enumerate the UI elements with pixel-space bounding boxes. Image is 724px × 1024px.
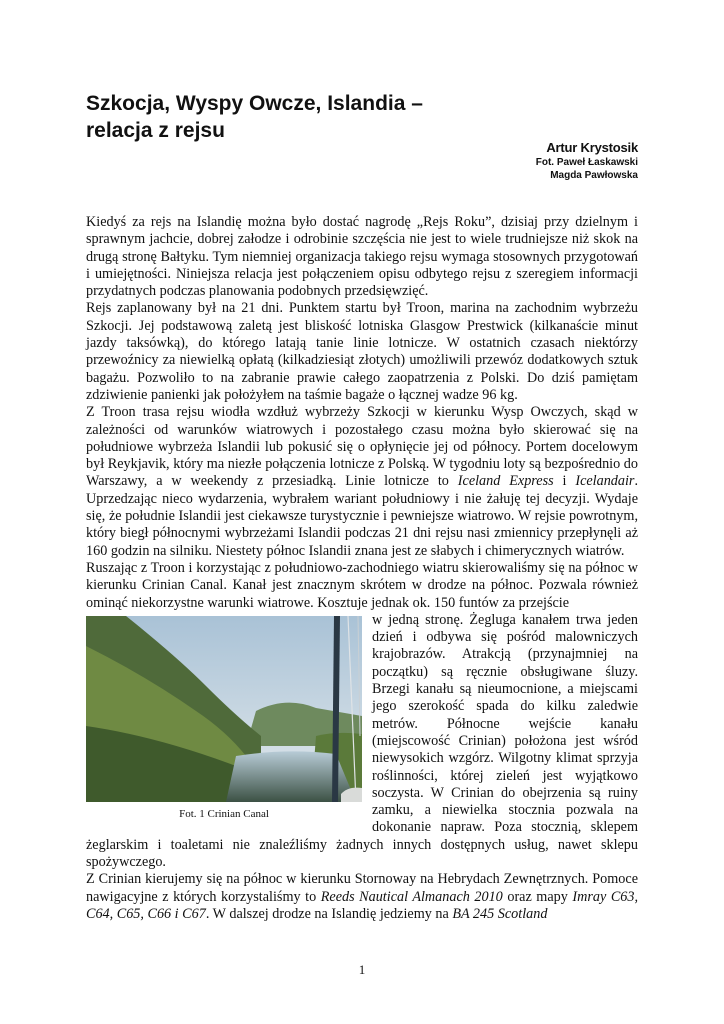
paragraph-3-text-b: . Uprzedzając nieco wydarzenia, wybrałem wariant południowy i nie żałuję tej decyzji. Wydaje się, że południe Islandii jest ciekawsze turystycznie i pewniejsze wiatrowo. W rejsie powrotnym, który biegł północnymi wybrzeżami Islandii podczas 21 dni rejsu nasi zmiennicy przepłynęli aż 160 godzin na silniku. Niestety północ Islandii znana jest ze słabych i chimerycznych wiatrów. xyxy=(86,473,639,559)
paragraph-5-text-a: Z Crinian kierujemy się na północ w kierunku Stornoway na Hebrydach Zewnętrznych. Pomoce nawigacyjne z których korzystaliśmy to xyxy=(86,871,638,905)
article-title xyxy=(86,90,646,144)
almanac-title: Reeds Nautical Almanach 2010 xyxy=(320,888,503,905)
chart-name: BA 245 Scotland xyxy=(452,905,548,922)
paragraph-5-text-c: . W dalszej drodze na Islandię jedziemy na xyxy=(205,905,449,922)
page-number: 1 xyxy=(358,962,366,977)
paragraph-3-text-a: Z Troon trasa rejsu wiodła wzdłuż wybrzeży Szkocji w kierunku Wysp Owczych, skąd w zależności od warunków wiatrowych i pozostałego czasu można było skierować się na południowe wybrzeża Islandii lub pokusić się o opłynięcie jej od północy. Portem docelowym był Reykjavik, który ma niezłe połączenia lotnicze z Polską. W tygodniu loty są bezpośrednio do Warszawy, a w weekendy z przesiadką. Linie lotnicze to xyxy=(86,404,638,490)
photo-credit-2: Magda Pawłowska xyxy=(550,170,638,181)
title-line-1: Szkocja, Wyspy Owcze, Islandia – xyxy=(86,92,423,115)
paragraph-5-text-b: oraz mapy xyxy=(507,888,568,905)
photo-credit-1: Fot. Paweł Łaskawski xyxy=(535,157,638,168)
conjunction: i xyxy=(562,473,567,490)
airline-name: Iceland Express xyxy=(457,473,554,490)
canal-photo xyxy=(86,616,362,802)
airline-name: Icelandair xyxy=(575,473,635,490)
map-list: Imray C63, C64, C65, C66 i C67 xyxy=(86,888,639,922)
paragraph-5 xyxy=(86,871,638,923)
byline xyxy=(536,140,638,182)
figure xyxy=(86,616,362,830)
figure-caption: Fot. 1 Crinian Canal xyxy=(179,807,269,820)
paragraph-2: Rejs zaplanowany był na 21 dni. Punktem startu był Troon, marina na zachodnim wybrzeżu Szkocji. Jej podstawową zaletą jest bliskość lotniska Glasgow Prestwick (kilkanaście minut jazdy taksówką), do którego latają tanie linie lotnicze. W ostatnich czasach niektórzy przewoźnicy za niewielką opłatą (kilkadziesiąt złotych) umożliwili przewóz dodatkowych sztuk bagażu. Pozwoliło to na zabranie prawie całego zaopatrzenia z Polski. Do dziś pamiętam zdziwienie panienki jak położyłem na taśmie bagaże o łącznej wadze 96 kg. xyxy=(86,300,638,403)
paragraph-1: Kiedyś za rejs na Islandię można było dostać nagrodę „Rejs Roku”, dzisiaj przy dzielnym i sprawnym jachcie, dobrej załodze i odrobinie szczęścia nie jest to wiele trudniejsze niż skok na drugą stronę Bałtyku. Tym niemniej organizacja takiego rejsu wymaga stosownych przygotowań i umiejętności. Niniejsza relacja jest połączeniem opisu odbytego rejsu z szeregiem informacji przydatnych podczas planowania podobnych przedsięwzięć. xyxy=(86,214,638,300)
paragraph-3 xyxy=(86,404,638,560)
author-name: Artur Krystosik xyxy=(546,140,638,155)
article-body xyxy=(86,214,638,923)
paragraph-4-wrap: w jedną stronę. Żegluga kanałem trwa jeden dzień i odbywa się pośród malowniczych krajobrazów. Atrakcją (przynajmniej na początku) są ręcznie obsługiwane śluzy. Brzegi kanału są nieumocnione, a miejscami jego szerokość spada do kilku zaledwie metrów. Północne wejście kanału (miejscowość Crinian) położona jest wśród niewysokich wzgórz. Wilgotny klimat sprzyja roślinności, której zieleń jest wyjątkowo soczysta. W Crinian do obejrzenia są ruiny zamku, a niewielka stocznia pozwala na dokonanie napraw. Poza stocznią, sklepem żeglarskim i toaletami nie znaleźliśmy żadnych innych dostępnych usług, nawet sklepu spożywczego. xyxy=(86,611,638,870)
paragraph-4-intro: Ruszając z Troon i korzystając z południowo-zachodniego wiatru skierowaliśmy się na północ w kierunku Crinian Canal. Kanał jest znacznym skrótem w drodze na północ. Pozwala również ominąć niekorzystne warunki wiatrowe. Kosztuje jednak ok. 150 funtów za przejście xyxy=(86,559,638,611)
title-line-2: relacja z rejsu xyxy=(86,119,225,142)
